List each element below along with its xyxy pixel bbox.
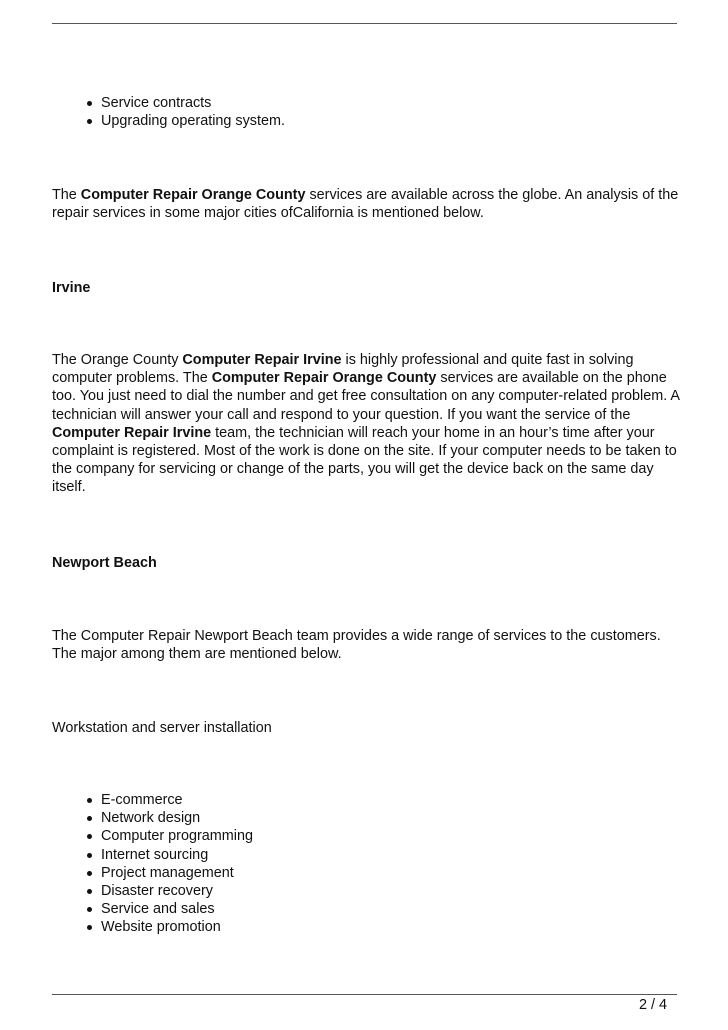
list-item: Upgrading operating system.: [78, 112, 285, 130]
list-item: Network design: [78, 809, 253, 827]
bold-keyword: Computer Repair Orange County: [211, 370, 437, 387]
bold-keyword: Computer Repair Irvine: [52, 424, 212, 441]
intro-bullet-list: [78, 94, 285, 130]
text-run: team, the technician will reach your home in an hour’s time after your complaint is registered. Most of the work is done on the site. If your computer needs to be taken to the company for servicing or change of the parts, you will get the device back on the same day itself.: [52, 424, 677, 496]
bold-keyword: Computer Repair Irvine: [182, 352, 342, 368]
header-rule: [52, 23, 677, 24]
list-item: Internet sourcing: [78, 846, 253, 864]
page-number: 2 / 4: [638, 997, 667, 1013]
text-run: services are available across the globe. An analysis of the repair services in some major cities ofCalifornia is mentioned below.: [52, 187, 679, 222]
services-bullet-list: [78, 791, 253, 937]
footer-rule: [52, 994, 677, 995]
list-item: Service contracts: [78, 94, 285, 112]
text-run: The Orange County: [52, 352, 183, 368]
bold-keyword: Computer Repair Orange County: [80, 187, 306, 203]
heading-irvine: Irvine: [52, 280, 91, 296]
services-intro: Workstation and server installation: [52, 720, 272, 736]
irvine-paragraph: [52, 351, 682, 497]
text-run: services are available on the phone too. You just need to dial the number and get free consultation on any computer-related problem. A technician will answer your call and respond to your question. If you want the service of the: [52, 370, 680, 423]
list-item: E-commerce: [78, 791, 253, 809]
list-item: Disaster recovery: [78, 882, 253, 900]
list-item: Computer programming: [78, 827, 253, 845]
list-item: Service and sales: [78, 900, 253, 918]
list-item: Project management: [78, 864, 253, 882]
newport-paragraph: The Computer Repair Newport Beach team provides a wide range of services to the customers. The major among them are mentioned below.: [52, 628, 661, 663]
text-run: The: [52, 187, 81, 203]
heading-newport-beach: Newport Beach: [52, 555, 157, 571]
list-item: Website promotion: [78, 918, 253, 936]
text-run: is highly professional and quite fast in solving computer problems. The: [52, 352, 634, 387]
intro-paragraph: [52, 186, 682, 222]
